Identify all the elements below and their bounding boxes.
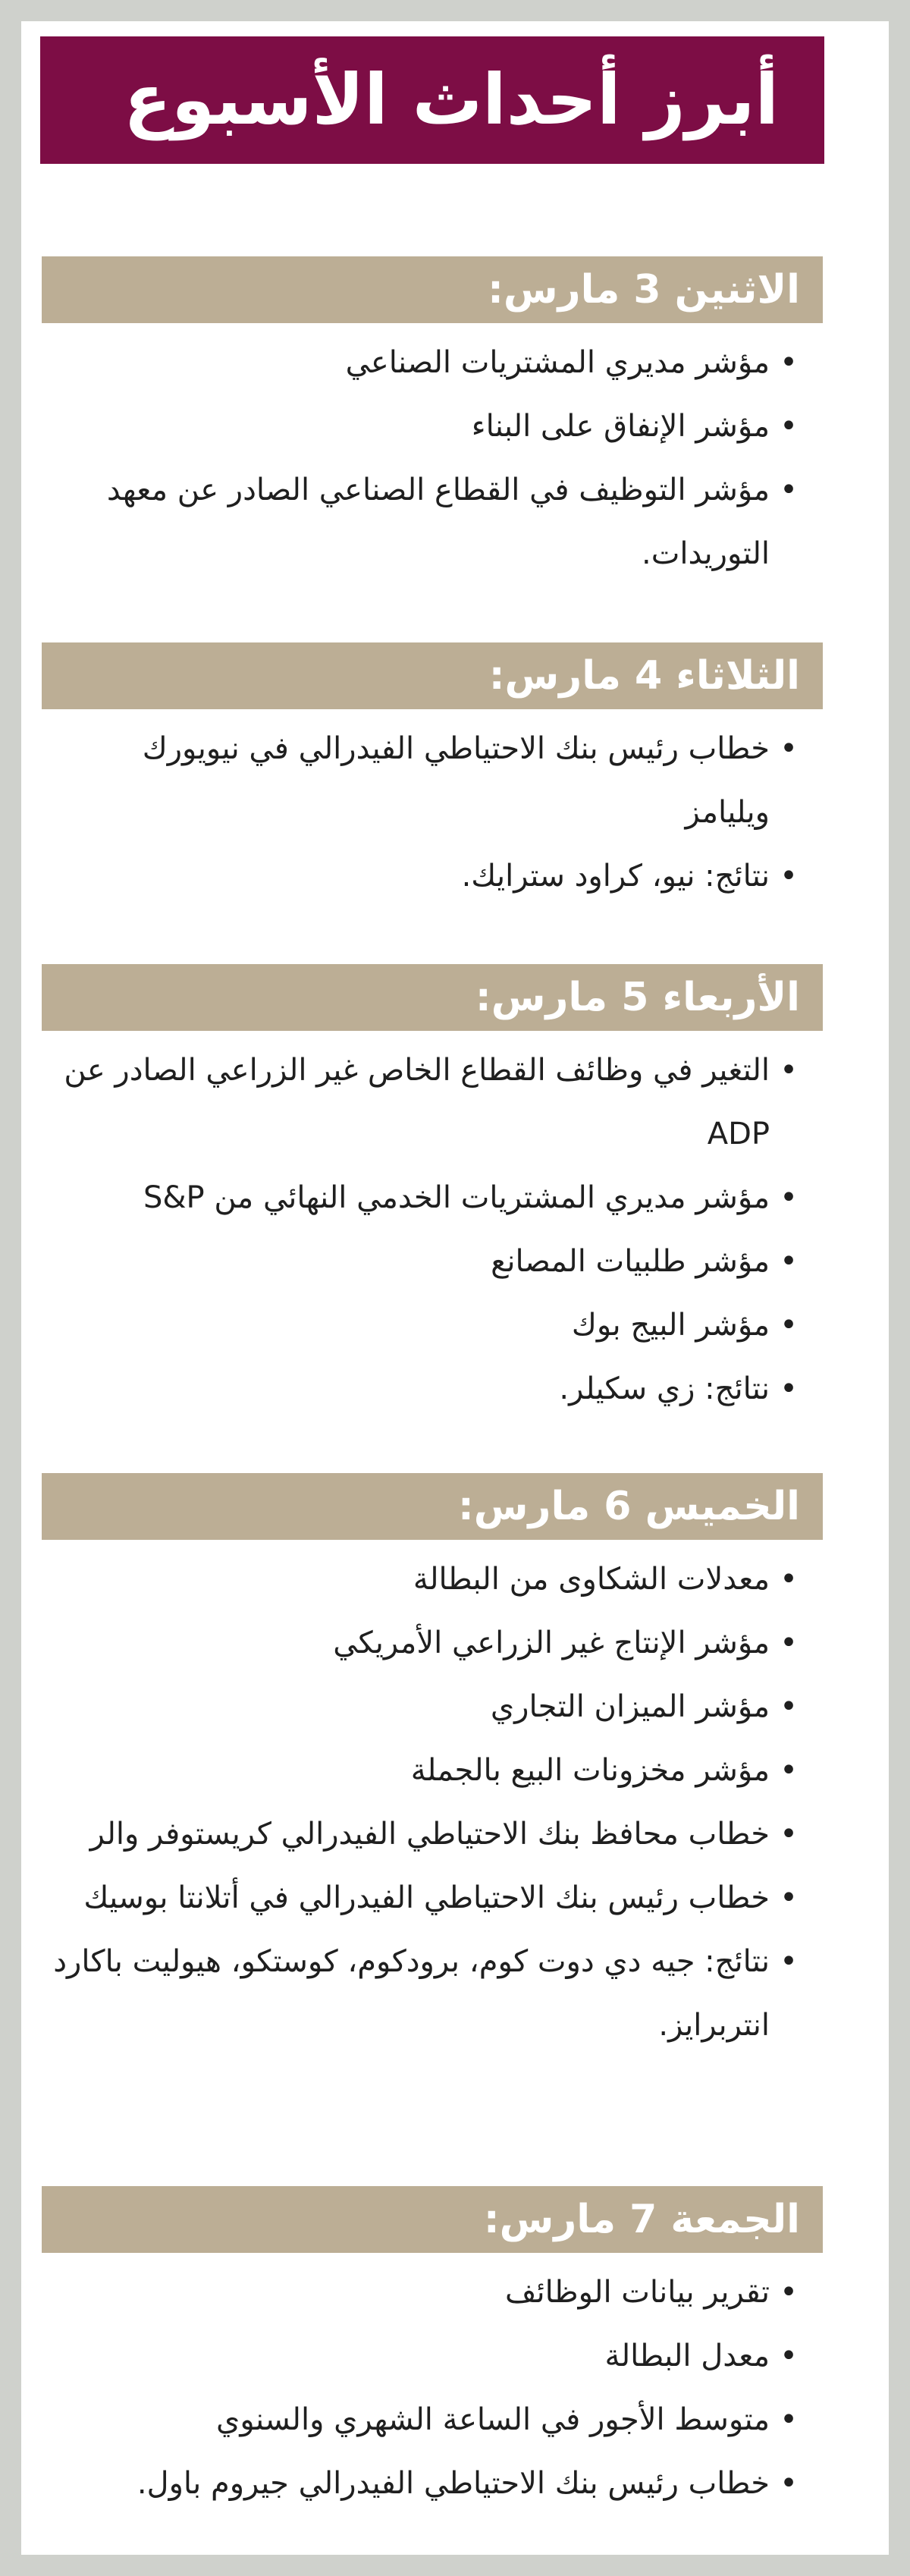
bullet-icon: • bbox=[780, 1944, 798, 1979]
event-text: مؤشر مخزونات البيع بالجملة bbox=[410, 1753, 770, 1788]
list-item bbox=[49, 1293, 800, 1357]
list-item bbox=[49, 1038, 800, 1166]
bullet-icon: • bbox=[780, 2339, 798, 2373]
event-text: مؤشر طلبيات المصانع bbox=[491, 1244, 770, 1279]
day-header-label: الثلاثاء 4 مارس: bbox=[488, 653, 800, 699]
day-header bbox=[42, 256, 823, 323]
list-item bbox=[49, 2324, 800, 2388]
event-list bbox=[42, 2260, 823, 2515]
bullet-icon: • bbox=[780, 409, 798, 444]
list-item bbox=[49, 844, 800, 908]
event-text: خطاب محافظ بنك الاحتياطي الفيدرالي كريستوفر والر bbox=[89, 1817, 770, 1852]
list-item bbox=[49, 717, 800, 844]
event-text: خطاب رئيس بنك الاحتياطي الفيدرالي جيروم باول. bbox=[136, 2466, 770, 2501]
day-section-friday bbox=[42, 2186, 823, 2515]
list-item bbox=[49, 2260, 800, 2324]
event-text: نتائج: جيه دي دوت كوم، برودكوم، كوستكو، هيوليت باكارد انتربرايز. bbox=[53, 1944, 770, 2043]
list-item bbox=[49, 2452, 800, 2515]
bullet-icon: • bbox=[780, 2275, 798, 2310]
list-item bbox=[49, 1675, 800, 1739]
bullet-icon: • bbox=[780, 1371, 798, 1406]
list-item bbox=[49, 1611, 800, 1675]
day-section-tuesday bbox=[42, 642, 823, 908]
bullet-icon: • bbox=[780, 1053, 798, 1088]
list-item bbox=[49, 2388, 800, 2452]
day-section-monday bbox=[42, 256, 823, 586]
event-text: مؤشر الإنفاق على البناء bbox=[471, 409, 770, 444]
event-list bbox=[42, 717, 823, 908]
event-text: مؤشر التوظيف في القطاع الصناعي الصادر عن معهد التوريدات. bbox=[106, 473, 770, 571]
list-item bbox=[49, 1547, 800, 1611]
event-text: مؤشر الإنتاج غير الزراعي الأمريكي bbox=[333, 1626, 770, 1660]
bullet-icon: • bbox=[780, 1562, 798, 1597]
day-header bbox=[42, 2186, 823, 2253]
bullet-icon: • bbox=[780, 1880, 798, 1915]
title-banner bbox=[40, 36, 824, 164]
list-item bbox=[49, 1166, 800, 1230]
event-text: متوسط الأجور في الساعة الشهري والسنوي bbox=[216, 2402, 770, 2437]
event-list bbox=[42, 1038, 823, 1421]
event-text: نتائج: نيو، كراود سترايك. bbox=[461, 859, 770, 894]
event-text: نتائج: زي سكيلر. bbox=[559, 1371, 770, 1406]
event-list bbox=[42, 1547, 823, 2057]
list-item bbox=[49, 1739, 800, 1802]
list-item bbox=[49, 331, 800, 394]
list-item bbox=[49, 458, 800, 586]
event-text: خطاب رئيس بنك الاحتياطي الفيدرالي في نيويورك ويليامز bbox=[142, 731, 770, 830]
day-header bbox=[42, 642, 823, 709]
event-text: مؤشر الميزان التجاري bbox=[490, 1689, 770, 1724]
bullet-icon: • bbox=[780, 731, 798, 766]
list-item bbox=[49, 1357, 800, 1421]
day-header bbox=[42, 1473, 823, 1540]
day-header-label: الأربعاء 5 مارس: bbox=[475, 975, 800, 1020]
day-section-thursday bbox=[42, 1473, 823, 2057]
day-header bbox=[42, 964, 823, 1031]
list-item bbox=[49, 1802, 800, 1866]
event-text: معدلات الشكاوى من البطالة bbox=[413, 1562, 770, 1597]
event-list bbox=[42, 331, 823, 586]
event-text: التغير في وظائف القطاع الخاص غير الزراعي الصادر عن ADP bbox=[64, 1053, 770, 1151]
bullet-icon: • bbox=[780, 1180, 798, 1215]
bullet-icon: • bbox=[780, 1753, 798, 1788]
event-text: تقرير بيانات الوظائف bbox=[505, 2275, 770, 2310]
bullet-icon: • bbox=[780, 1626, 798, 1660]
event-text: مؤشر مديري المشتريات الخدمي النهائي من S&P bbox=[143, 1180, 770, 1215]
day-header-label: الاثنين 3 مارس: bbox=[488, 267, 800, 313]
event-text: مؤشر مديري المشتريات الصناعي bbox=[345, 345, 770, 380]
day-header-label: الخميس 6 مارس: bbox=[457, 1484, 800, 1529]
day-header-label: الجمعة 7 مارس: bbox=[483, 2197, 800, 2242]
list-item bbox=[49, 1230, 800, 1293]
bullet-icon: • bbox=[780, 1817, 798, 1852]
bullet-icon: • bbox=[780, 1689, 798, 1724]
list-item bbox=[49, 1930, 800, 2057]
list-item bbox=[49, 1866, 800, 1930]
bullet-icon: • bbox=[780, 859, 798, 894]
bullet-icon: • bbox=[780, 2466, 798, 2501]
bullet-icon: • bbox=[780, 345, 798, 380]
event-text: مؤشر البيج بوك bbox=[571, 1308, 770, 1343]
list-item bbox=[49, 394, 800, 458]
page-title: أبرز أحداث الأسبوع bbox=[124, 59, 779, 140]
bullet-icon: • bbox=[780, 1308, 798, 1343]
day-section-wednesday bbox=[42, 964, 823, 1421]
event-text: خطاب رئيس بنك الاحتياطي الفيدرالي في أتلانتا بوسيك bbox=[83, 1880, 770, 1915]
event-text: معدل البطالة bbox=[604, 2339, 770, 2373]
bullet-icon: • bbox=[780, 473, 798, 507]
bullet-icon: • bbox=[780, 1244, 798, 1279]
bullet-icon: • bbox=[780, 2402, 798, 2437]
